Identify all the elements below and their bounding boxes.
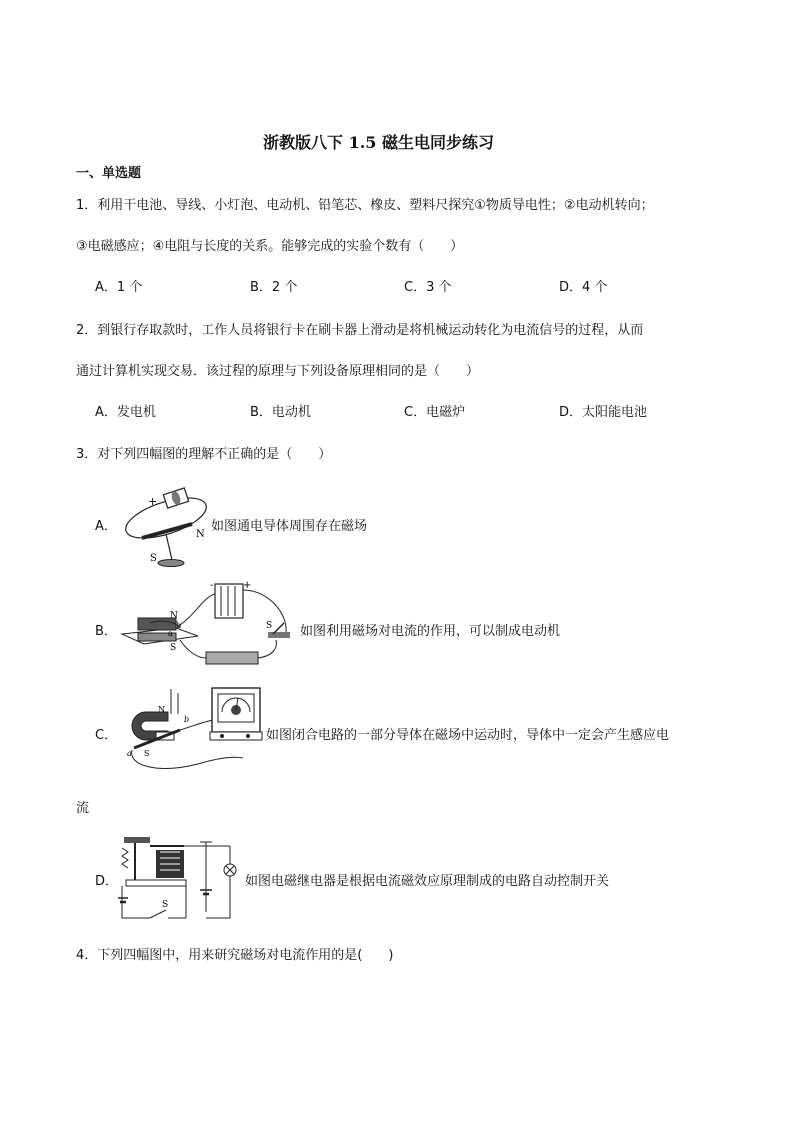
q1-line2: ③电磁感应；④电阻与长度的关系。能够完成的实验个数有（ ） — [76, 239, 464, 254]
q1-option-b[interactable]: B．2 个 — [250, 280, 298, 295]
q3-option-b-label[interactable]: B． — [95, 624, 117, 639]
q3-option-c-text-cont: 流 — [76, 801, 90, 816]
plus-mark: + — [148, 495, 158, 508]
south-label: S — [150, 553, 157, 564]
battery-plus: + — [243, 580, 252, 591]
q1-option-d[interactable]: D．4 个 — [559, 280, 608, 295]
q3-option-c-text: 如图闭合电路的一部分导体在磁场中运动时，导体中一定会产生感应电 — [266, 728, 670, 743]
oersted-figure — [118, 478, 210, 570]
q3-option-a-text: 如图通电导体周围存在磁场 — [211, 519, 368, 534]
north-label: N — [170, 611, 178, 621]
rod-a-label: a — [127, 749, 132, 758]
section-heading: 一、单选题 — [76, 166, 142, 181]
q2-option-b[interactable]: B．电动机 — [250, 405, 311, 420]
q3-option-b-text: 如图利用磁场对电流的作用，可以制成电动机 — [300, 624, 561, 639]
q3-option-c-label[interactable]: C． — [95, 728, 118, 743]
relay-figure — [118, 834, 242, 922]
south-label: S — [144, 749, 150, 758]
q1-line1: 1．利用干电池、导线、小灯泡、电动机、铅笔芯、橡皮、塑料尺探究①物质导电性；②电动机转向； — [76, 198, 654, 213]
q3-option-d-label[interactable]: D． — [95, 874, 119, 889]
q4-stem: 4．下列四幅图中，用来研究磁场对电流作用的是( ) — [76, 948, 394, 963]
north-label: N — [196, 529, 205, 540]
q1-option-a[interactable]: A．1 个 — [95, 280, 143, 295]
switch-label: S — [266, 621, 273, 631]
q2-option-d[interactable]: D．太阳能电池 — [559, 405, 648, 420]
north-label: N — [158, 705, 165, 714]
q3-stem: 3．对下列四幅图的理解不正确的是（ ） — [76, 447, 332, 462]
switch-label: S — [162, 900, 169, 910]
q2-option-c[interactable]: C．电磁炉 — [404, 405, 466, 420]
south-label: S — [170, 643, 177, 653]
q2-line2: 通过计算机实现交易．该过程的原理与下列设备原理相同的是（ ） — [76, 364, 480, 379]
q2-option-a[interactable]: A．发电机 — [95, 405, 156, 420]
q1-option-c[interactable]: C．3 个 — [404, 280, 452, 295]
rod-b-label: b — [176, 621, 182, 630]
rod-b-label: b — [184, 715, 190, 724]
q3-option-a-label[interactable]: A． — [95, 519, 117, 534]
motor-principle-figure — [118, 578, 298, 673]
q3-option-d-text: 如图电磁继电器是根据电流磁效应原理制成的电路自动控制开关 — [245, 874, 610, 889]
page-title: 浙教版八下 1.5 磁生电同步练习 — [263, 133, 494, 152]
rod-a-label: a — [168, 629, 173, 638]
induction-figure — [118, 686, 270, 778]
q2-line1: 2．到银行存取款时，工作人员将银行卡在刷卡器上滑动是将机械运动转化为电流信号的过程，从而 — [76, 323, 644, 338]
battery-minus: - — [210, 580, 214, 591]
